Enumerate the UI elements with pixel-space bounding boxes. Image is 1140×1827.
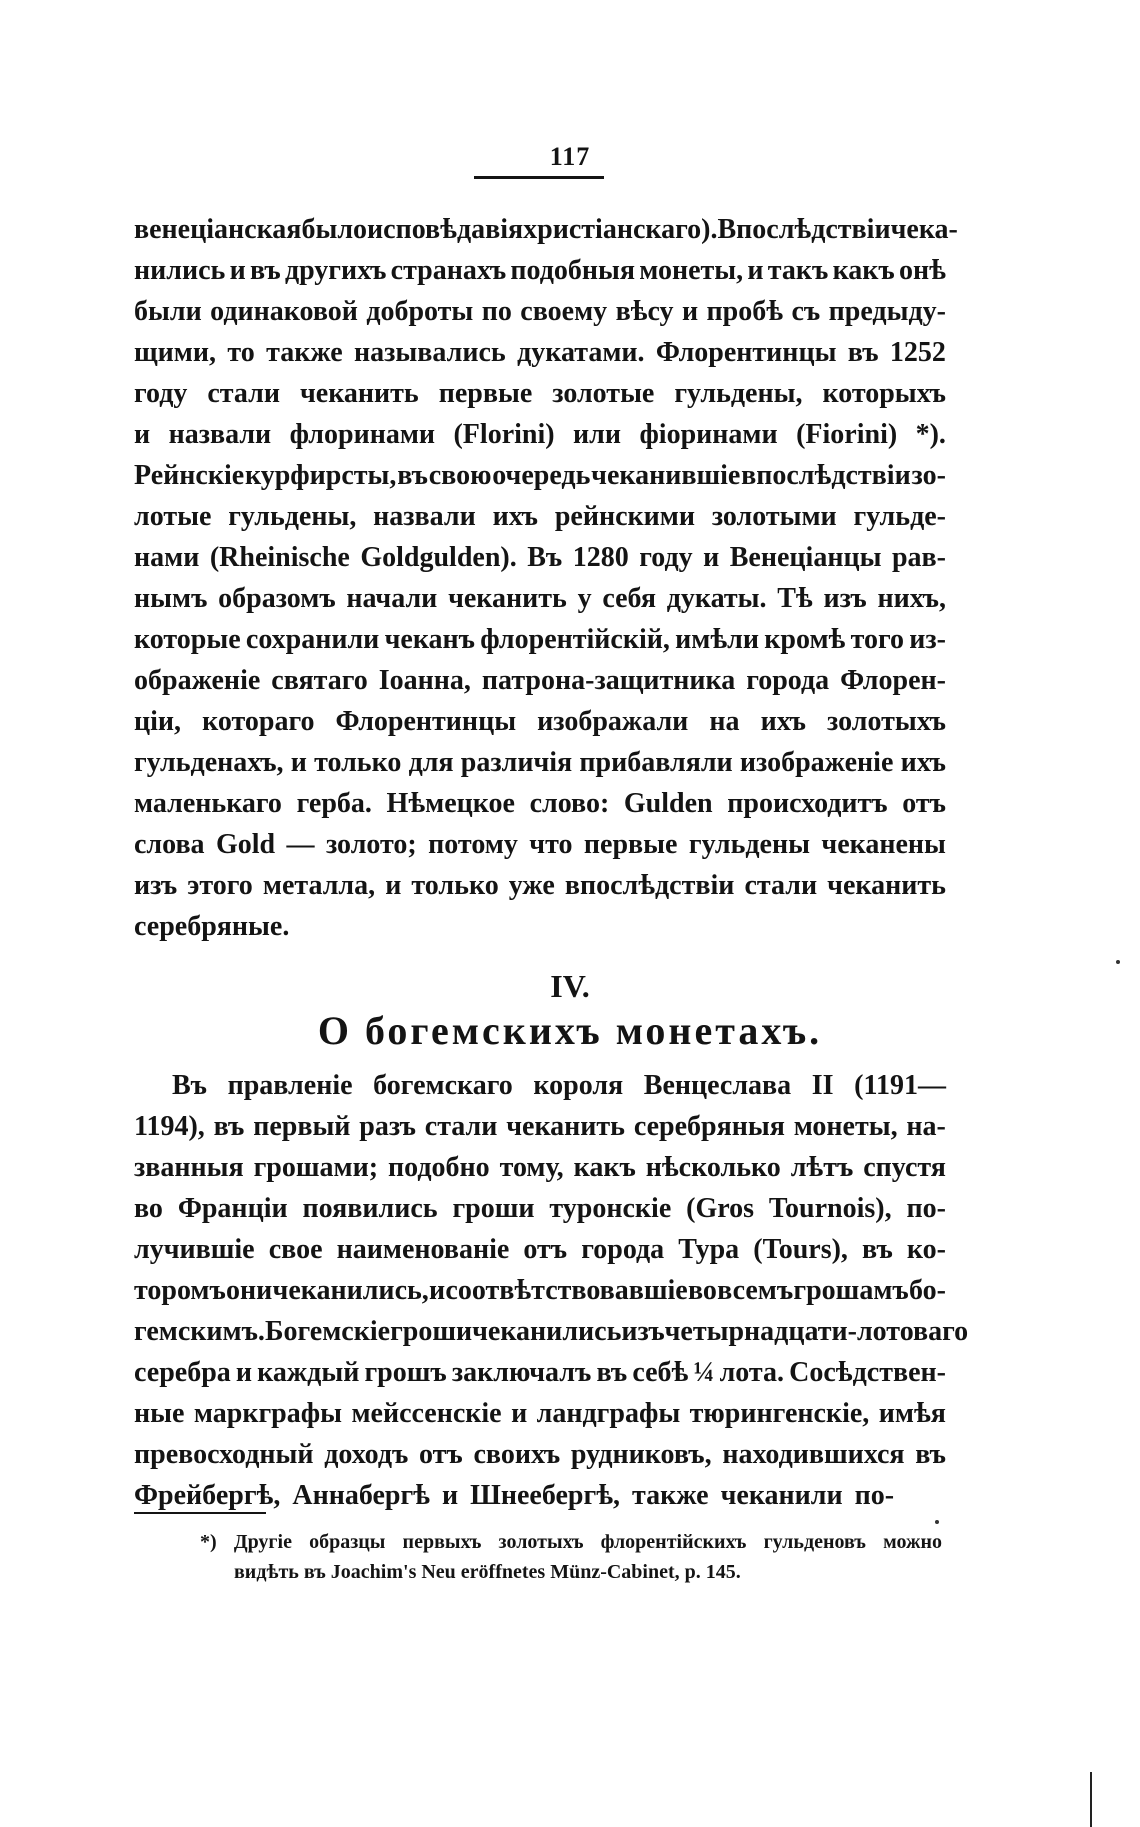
text-word: нихъ, [877, 583, 946, 614]
text-word: было [301, 214, 368, 245]
text-word: которые [134, 624, 241, 655]
text-word: имѣли [675, 624, 760, 655]
text-line [0, 1107, 1140, 1147]
text-word: образомъ [218, 583, 336, 614]
scan-speck [935, 1520, 939, 1524]
text-word: Шнеебергѣ, [470, 1480, 621, 1511]
text-word: происходитъ [727, 788, 888, 819]
text-word: для [408, 747, 454, 778]
text-line [0, 415, 1140, 455]
text-word: ихъ [760, 706, 806, 737]
text-word: заключалъ [451, 1357, 592, 1388]
text-word: Рейнскіе [134, 460, 245, 491]
text-word: венеціанская [134, 214, 302, 245]
text-word: монеты, [639, 255, 744, 286]
text-word: гульдены, [674, 378, 803, 409]
text-word: лучившіе [134, 1234, 255, 1265]
text-word: всемъ [717, 1275, 794, 1306]
text-word: году [134, 378, 188, 409]
footnote-word: гульденовъ [763, 1531, 866, 1553]
text-word: Нѣмецкое [386, 788, 515, 819]
footnote-word: образцы [309, 1531, 386, 1553]
text-word: исповѣдавія [367, 214, 524, 245]
text-word: (1191— [854, 1070, 946, 1101]
section-heading: О богемскихъ монетахъ. [317, 1008, 823, 1053]
text-word: Goldgulden). [360, 542, 517, 573]
footnote-word: золотыхъ [498, 1531, 584, 1553]
text-word: из- [909, 624, 946, 655]
text-word: превосходный [134, 1439, 314, 1470]
text-word: назвали [373, 501, 476, 532]
text-word: изображали [537, 706, 689, 737]
text-word: Тѣ [777, 583, 813, 614]
text-word: Въ [527, 542, 563, 573]
text-word: первые [583, 829, 678, 860]
text-word: первые [438, 378, 533, 409]
text-word: разъ [359, 1111, 416, 1142]
text-word: чеканены [821, 829, 946, 860]
text-word: герба. [296, 788, 372, 819]
text-word: другихъ [284, 255, 387, 286]
text-word: *). [915, 419, 946, 450]
text-word: богемскаго [373, 1070, 513, 1101]
text-word: гроши [390, 1316, 473, 1347]
text-word: гульде- [853, 501, 946, 532]
text-word: изображеніе [739, 747, 894, 778]
text-word: ные [134, 1398, 185, 1429]
text-word: они [226, 1275, 273, 1306]
text-word: торомъ [134, 1275, 226, 1306]
text-word: во [687, 1275, 717, 1306]
text-word: четырнадцати-лотоваго [664, 1316, 969, 1347]
text-word: Флорентинцы [655, 337, 837, 368]
text-word: Венеціанцы [729, 542, 882, 573]
text-word: въ [596, 1357, 628, 1388]
text-line [0, 1230, 1140, 1270]
text-line [0, 333, 1140, 373]
text-word: во [134, 1193, 163, 1224]
text-word: прибавляли [579, 747, 733, 778]
text-word: каждый [257, 1357, 360, 1388]
text-word: предыду- [828, 296, 946, 327]
text-word: доброты [366, 296, 474, 327]
text-word: потому [428, 829, 518, 860]
text-word: дукатами. [517, 337, 645, 368]
text-line [0, 1189, 1140, 1229]
text-word: рудниковъ, [570, 1439, 712, 1470]
text-word: изъ [621, 1316, 665, 1347]
text-word: грошъ [364, 1357, 447, 1388]
text-word: лѣтъ [790, 1152, 854, 1183]
text-word: золотыми [711, 501, 837, 532]
text-word: свое [268, 1234, 323, 1265]
text-line [0, 1148, 1140, 1188]
text-word: сохранили [245, 624, 380, 655]
text-word: нымъ [134, 583, 208, 614]
page-number: 117 [549, 142, 591, 171]
text-word: находившихся [722, 1439, 905, 1470]
text-line [0, 907, 1140, 947]
text-word: ихъ [492, 501, 538, 532]
text-word: серебряные. [134, 911, 290, 942]
text-word: и [290, 747, 307, 778]
text-word: назвали [168, 419, 272, 450]
text-word: свою [428, 460, 492, 491]
footnote-word: флорентійскихъ [600, 1531, 747, 1553]
text-word: начали [346, 583, 438, 614]
text-word: первый [253, 1111, 351, 1142]
text-word: короля [533, 1070, 624, 1101]
text-word: гульденахъ, [134, 747, 284, 778]
text-word: какъ [573, 1152, 636, 1183]
text-word: себя [602, 583, 656, 614]
text-word: серебра [134, 1357, 231, 1388]
text-line [0, 743, 1140, 783]
text-line [0, 251, 1140, 291]
scan-edge-mark [1090, 1772, 1092, 1827]
text-word: гульдены, [228, 501, 357, 532]
text-word: рейнскими [554, 501, 695, 532]
text-word: Впослѣдствіи [717, 214, 891, 245]
text-word: также [266, 337, 343, 368]
text-word: онѣ [898, 255, 946, 286]
text-word: мейссенскіе [351, 1398, 502, 1429]
text-word: чеканить [827, 870, 946, 901]
text-word: и [134, 419, 151, 450]
text-line [0, 1476, 1140, 1516]
text-word: золото; [325, 829, 417, 860]
text-line [0, 661, 1140, 701]
text-word: — [286, 829, 315, 860]
text-word: слова [134, 829, 205, 860]
text-word: Аннабергѣ [292, 1480, 430, 1511]
text-word: стали [424, 1111, 498, 1142]
text-word: такъ [767, 255, 829, 286]
text-word: 1252 [889, 337, 946, 368]
footnote-word: можно [883, 1531, 942, 1553]
text-word: одинаковой [210, 296, 358, 327]
text-word: 1280 [572, 542, 629, 573]
text-word: тюрингенскіе, [689, 1398, 870, 1429]
text-word: грошамъ [793, 1275, 909, 1306]
text-word: по [481, 296, 512, 327]
text-word: флорентійскій, [480, 624, 670, 655]
text-word: курфирсты, [244, 460, 397, 491]
text-word: очередь [492, 460, 591, 491]
text-word: слово: [529, 788, 610, 819]
footnote-word: первыхъ [402, 1531, 482, 1553]
footnote-word: Другіе [233, 1531, 292, 1553]
text-line [0, 210, 1140, 250]
text-line [0, 292, 1140, 332]
text-word: гульдены [688, 829, 810, 860]
text-word: отъ [419, 1439, 463, 1470]
text-word: бо- [908, 1275, 946, 1306]
text-word: и [703, 542, 720, 573]
text-line [0, 538, 1140, 578]
text-word: города [581, 1234, 665, 1265]
text-word: въ [915, 1439, 946, 1470]
text-word: наименованіе [336, 1234, 510, 1265]
text-word: и [681, 296, 699, 327]
text-word: маленькаго [134, 788, 282, 819]
text-word: фіоринами [639, 419, 778, 450]
text-word: чеканить [299, 378, 419, 409]
text-word: въ [213, 1111, 245, 1142]
text-word: золотыхъ [827, 706, 946, 737]
text-word: пробѣ [706, 296, 784, 327]
text-word: чеканились, [272, 1275, 429, 1306]
page-number-rule [474, 176, 604, 179]
text-word: и [235, 1357, 253, 1388]
text-line [0, 1271, 1140, 1311]
text-word: въ [397, 460, 428, 491]
footnote-line [200, 1527, 942, 1557]
text-word: чеканить [448, 583, 567, 614]
text-word: и [429, 1275, 446, 1306]
text-word: святаго [271, 665, 368, 696]
text-word: тому, [499, 1152, 564, 1183]
text-word: (Tours), [753, 1234, 848, 1265]
text-word: году [639, 542, 693, 573]
text-word: какъ [832, 255, 895, 286]
text-word: которыхъ [822, 378, 946, 409]
section-numeral: IV. [550, 968, 590, 1004]
text-word: рав- [891, 542, 946, 573]
text-word: Gold [215, 829, 276, 860]
text-word: стали [207, 378, 280, 409]
text-word: правленіе [227, 1070, 353, 1101]
text-word: назывались [354, 337, 506, 368]
text-word: Богемскіе [264, 1316, 391, 1347]
footnote-line: видѣть въ Joachim's Neu eröffnetes Münz-Cabinet, p. 145. [234, 1561, 741, 1583]
text-word: Венцеслава [643, 1070, 792, 1101]
text-word: Tournois), [768, 1193, 892, 1224]
text-word: чеканъ [384, 624, 475, 655]
text-word: чеканить [506, 1111, 625, 1142]
text-word: ко- [906, 1234, 946, 1265]
text-word: ціи, [134, 706, 182, 737]
text-word: золотые [552, 378, 655, 409]
text-word: по- [906, 1193, 946, 1224]
text-word: этого [187, 870, 253, 901]
text-word: впослѣдствіи [741, 460, 911, 491]
text-line [0, 579, 1140, 619]
text-word: чеканились [472, 1316, 622, 1347]
text-word: были [134, 296, 202, 327]
text-word: имѣя [878, 1398, 946, 1429]
text-word: или [573, 419, 621, 450]
text-word: ихъ [900, 747, 946, 778]
text-word: серебряныя [633, 1111, 785, 1142]
text-word: по- [854, 1480, 895, 1511]
text-line [0, 1312, 1140, 1352]
text-word: Іоанна, [378, 665, 471, 696]
text-line [0, 456, 1140, 496]
text-word: что [529, 829, 573, 860]
text-word: котораго [202, 706, 315, 737]
text-word: стали [744, 870, 818, 901]
text-line [0, 1394, 1140, 1434]
text-word: чека- [890, 214, 958, 245]
text-word: того [850, 624, 905, 655]
text-word: появились [302, 1193, 438, 1224]
text-word: вѣсу [615, 296, 674, 327]
text-line [0, 702, 1140, 742]
text-word: нами [134, 542, 200, 573]
text-word: грошами; [253, 1152, 379, 1183]
text-word: дукаты. [666, 583, 767, 614]
text-word: нѣсколько [645, 1152, 781, 1183]
text-word: отъ [902, 788, 946, 819]
text-word: лота. [719, 1357, 785, 1388]
text-line [0, 1435, 1140, 1475]
text-word: то [227, 337, 255, 368]
text-word: у [577, 583, 592, 614]
text-word: только [314, 747, 402, 778]
text-word: кромѣ [764, 624, 846, 655]
text-word: патрона-защитника [481, 665, 736, 696]
text-word: чеканили [720, 1480, 843, 1511]
text-word: также [632, 1480, 709, 1511]
text-word: на- [906, 1111, 946, 1142]
text-word: въ [249, 255, 281, 286]
text-word: 1194), [134, 1111, 205, 1142]
text-word: и [385, 870, 402, 901]
text-word: христіанскаго). [523, 214, 718, 245]
text-word: ¼ [693, 1357, 715, 1388]
text-word: Тура [678, 1234, 740, 1265]
text-word: (Rheinische [209, 542, 350, 573]
text-word: изъ [134, 870, 178, 901]
text-word: уже [508, 870, 555, 901]
text-word: соотвѣтствовавшіе [445, 1275, 688, 1306]
text-line [0, 374, 1140, 414]
footnote-rule [134, 1512, 266, 1514]
text-word: отъ [523, 1234, 568, 1265]
scan-speck [1116, 960, 1120, 964]
text-line [0, 866, 1140, 906]
text-word: на [709, 706, 740, 737]
text-word: только [411, 870, 499, 901]
text-word: спустя [863, 1152, 946, 1183]
text-line [0, 825, 1140, 865]
text-word: Флорен- [840, 665, 946, 696]
text-word: различія [460, 747, 573, 778]
text-word: званныя [134, 1152, 244, 1183]
text-word: монеты, [793, 1111, 898, 1142]
text-word: флоринами [289, 419, 436, 450]
text-line [0, 620, 1140, 660]
text-word: странахъ [390, 255, 507, 286]
footnote-word: *) [200, 1531, 217, 1553]
text-word: щими, [134, 337, 216, 368]
text-word: зо- [911, 460, 946, 491]
text-word: подобно [388, 1152, 490, 1183]
text-word: (Fiorini) [796, 419, 898, 450]
text-word: Въ [172, 1070, 207, 1101]
text-line [0, 1353, 1140, 1393]
text-word: въ [862, 1234, 893, 1265]
text-word: города [746, 665, 830, 696]
text-word: туронскіе [549, 1193, 672, 1224]
text-word: Gulden [623, 788, 713, 819]
text-word: и [229, 255, 246, 286]
text-word: гемскимъ. [134, 1316, 265, 1347]
text-word: Флорентинцы [335, 706, 517, 737]
text-word: впослѣдствіи [564, 870, 735, 901]
text-word: въ [847, 337, 879, 368]
text-word: съ [791, 296, 821, 327]
text-word: своему [520, 296, 608, 327]
text-word: и [747, 255, 764, 286]
text-word: себѣ [632, 1357, 689, 1388]
text-word: ображеніе [134, 665, 261, 696]
text-word: металла, [262, 870, 376, 901]
text-line [0, 1066, 1140, 1106]
text-word: маркграфы [193, 1398, 342, 1429]
text-word: чеканившіе [591, 460, 741, 491]
text-word: (Gros [686, 1193, 755, 1224]
text-word: изъ [823, 583, 867, 614]
text-word: лотые [134, 501, 212, 532]
text-word: подобныя [510, 255, 636, 286]
text-word: II [811, 1070, 834, 1101]
text-word: Франціи [177, 1193, 288, 1224]
text-word: гроши [452, 1193, 535, 1224]
text-word: Фрейбергѣ, [134, 1480, 281, 1511]
text-word: своихъ [473, 1439, 561, 1470]
text-word: и [441, 1480, 459, 1511]
text-word: ландграфы [536, 1398, 681, 1429]
text-word: (Florini) [453, 419, 555, 450]
text-line [0, 784, 1140, 824]
text-word: Сосѣдствен- [789, 1357, 946, 1388]
text-line [0, 497, 1140, 537]
text-word: и [511, 1398, 528, 1429]
text-word: нились [134, 255, 226, 286]
text-word: доходъ [324, 1439, 409, 1470]
